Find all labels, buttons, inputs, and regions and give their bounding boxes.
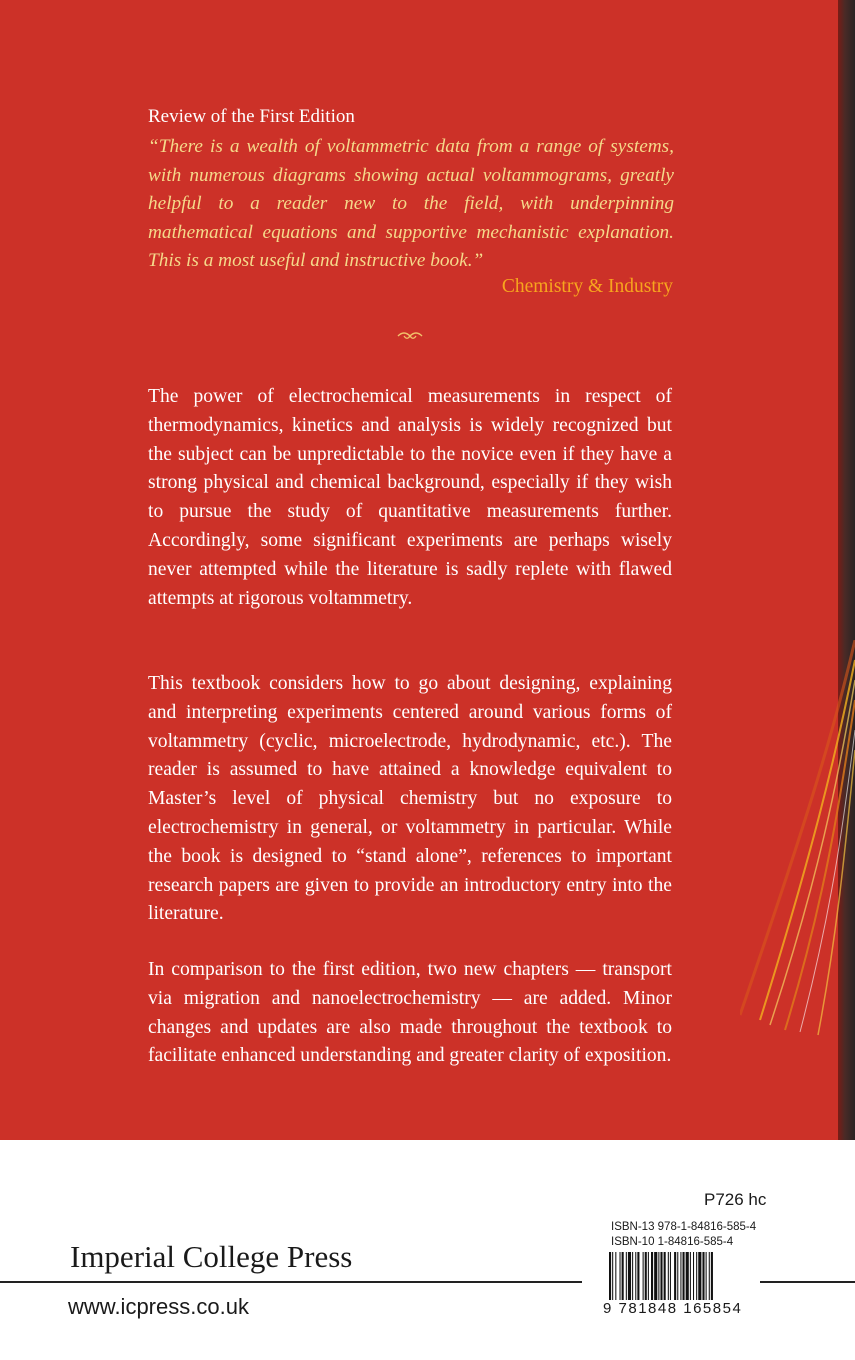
ornament-icon — [396, 330, 424, 342]
footer-divider — [0, 1281, 582, 1283]
isbn-13: ISBN-13 978-1-84816-585-4 — [611, 1221, 757, 1233]
decorative-swirl — [740, 640, 855, 1040]
description-paragraph-1: The power of electrochemical measurements in respect of thermodynamics, kinetics and analysis is widely recognized but the subject can be unpredictable to the novice even if they have a strong physical and chemical background, especially if they wish to pursue the study of quantitative measurements further. Accordingly, some significant experiments are perhaps wisely never attempted while the literature is sadly replete with flawed attempts at rigorous voltammetry. — [148, 386, 672, 609]
footer-divider-right — [760, 1281, 855, 1283]
publisher-name: Imperial College Press — [70, 1239, 353, 1274]
review-source: Chemistry & Industry — [501, 276, 673, 297]
price-code: P726 hc — [704, 1190, 767, 1209]
publisher-website: www.icpress.co.uk — [68, 1294, 249, 1319]
description-paragraph-2: This textbook considers how to go about designing, explaining and interpreting experiments centered around various forms of voltammetry (cyclic, microelectrode, hydrodynamic, etc.). The reader is assumed to have attained a knowledge equivalent to Master’s level of physical chemistry but no exposure to electrochemistry in general, or voltammetry in particular. While the book is designed to “stand alone”, references to important research papers are given to provide an introductory entry into the literature. — [148, 673, 672, 925]
isbn-10: ISBN-10 1-84816-585-4 — [611, 1236, 734, 1248]
description-paragraph-3: In comparison to the first edition, two new chapters — transport via migration and nanoelectrochemistry — are added. Minor changes and updates are also made throughout the textbook to facilitate enhanced understanding and greater clarity of exposition. — [148, 959, 672, 1067]
barcode-number: 9 781848 165854 — [603, 1300, 759, 1317]
review-heading: Review of the First Edition — [148, 106, 355, 127]
review-quote: “There is a wealth of voltammetric data from a range of systems, with numerous diagrams showing actual voltammograms, greatly helpful to a reader new to the field, with underpinning mathematical equations and supportive mechanistic explanation. This is a most useful and instructive book.” — [148, 136, 674, 272]
